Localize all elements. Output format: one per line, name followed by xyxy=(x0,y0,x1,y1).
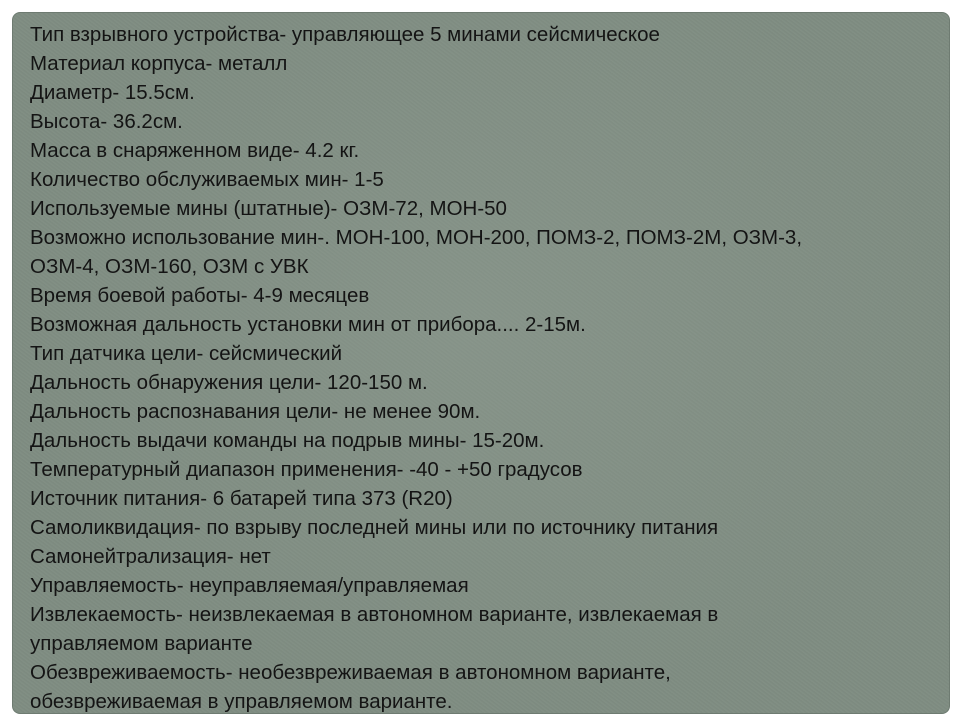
spec-line-body-material: Материал корпуса- металл xyxy=(30,52,288,75)
spec-text-block xyxy=(30,20,940,714)
spec-line-power-source: Источник питания- 6 батарей типа 373 (R20) xyxy=(30,487,453,510)
spec-line-sensor-type: Тип датчика цели- сейсмический xyxy=(30,342,343,365)
spec-line-self-destruct: Самоликвидация- по взрыву последней мины или по источнику питания xyxy=(30,516,719,539)
spec-line-standard-mines: Используемые мины (штатные)- ОЗМ-72, МОН-50 xyxy=(30,197,507,220)
spec-line-command-range: Дальность выдачи команды на подрыв мины- 15-20м. xyxy=(30,429,545,452)
spec-line-install-range: Возможная дальность установки мин от прибора.... 2-15м. xyxy=(30,313,586,336)
spec-line-possible-mines-cont: ОЗМ-4, ОЗМ-160, ОЗМ с УВК xyxy=(30,255,309,278)
spec-line-mass: Масса в снаряженном виде- 4.2 кг. xyxy=(30,139,360,162)
spec-line-recognition-range: Дальность распознавания цели- не менее 90м. xyxy=(30,400,481,423)
spec-line-device-type: Тип взрывного устройства- управляющее 5 минами сейсмическое xyxy=(30,23,660,46)
spec-line-disarmability-cont: обезвреживаемая в управляемом варианте. xyxy=(30,690,453,713)
spec-line-retrievability: Извлекаемость- неизвлекаемая в автономном варианте, извлекаемая в xyxy=(30,603,719,626)
spec-line-height: Высота- 36.2см. xyxy=(30,110,183,133)
spec-line-operation-time: Время боевой работы- 4-9 месяцев xyxy=(30,284,370,307)
spec-line-controllability: Управляемость- неуправляемая/управляемая xyxy=(30,574,469,597)
spec-line-temperature: Температурный диапазон применения- -40 - +50 градусов xyxy=(30,458,583,481)
spec-line-diameter: Диаметр- 15.5см. xyxy=(30,81,195,104)
slide-background xyxy=(12,12,950,714)
spec-line-self-neutralize: Самонейтрализация- нет xyxy=(30,545,271,568)
spec-line-possible-mines: Возможно использование мин-. МОН-100, МОН-200, ПОМЗ-2, ПОМЗ-2М, ОЗМ-3, xyxy=(30,226,803,249)
spec-line-retrievability-cont: управляемом варианте xyxy=(30,632,253,655)
spec-line-disarmability: Обезвреживаемость- необезвреживаемая в автономном варианте, xyxy=(30,661,671,684)
spec-line-mine-count: Количество обслуживаемых мин- 1-5 xyxy=(30,168,384,191)
spec-line-detection-range: Дальность обнаружения цели- 120-150 м. xyxy=(30,371,428,394)
